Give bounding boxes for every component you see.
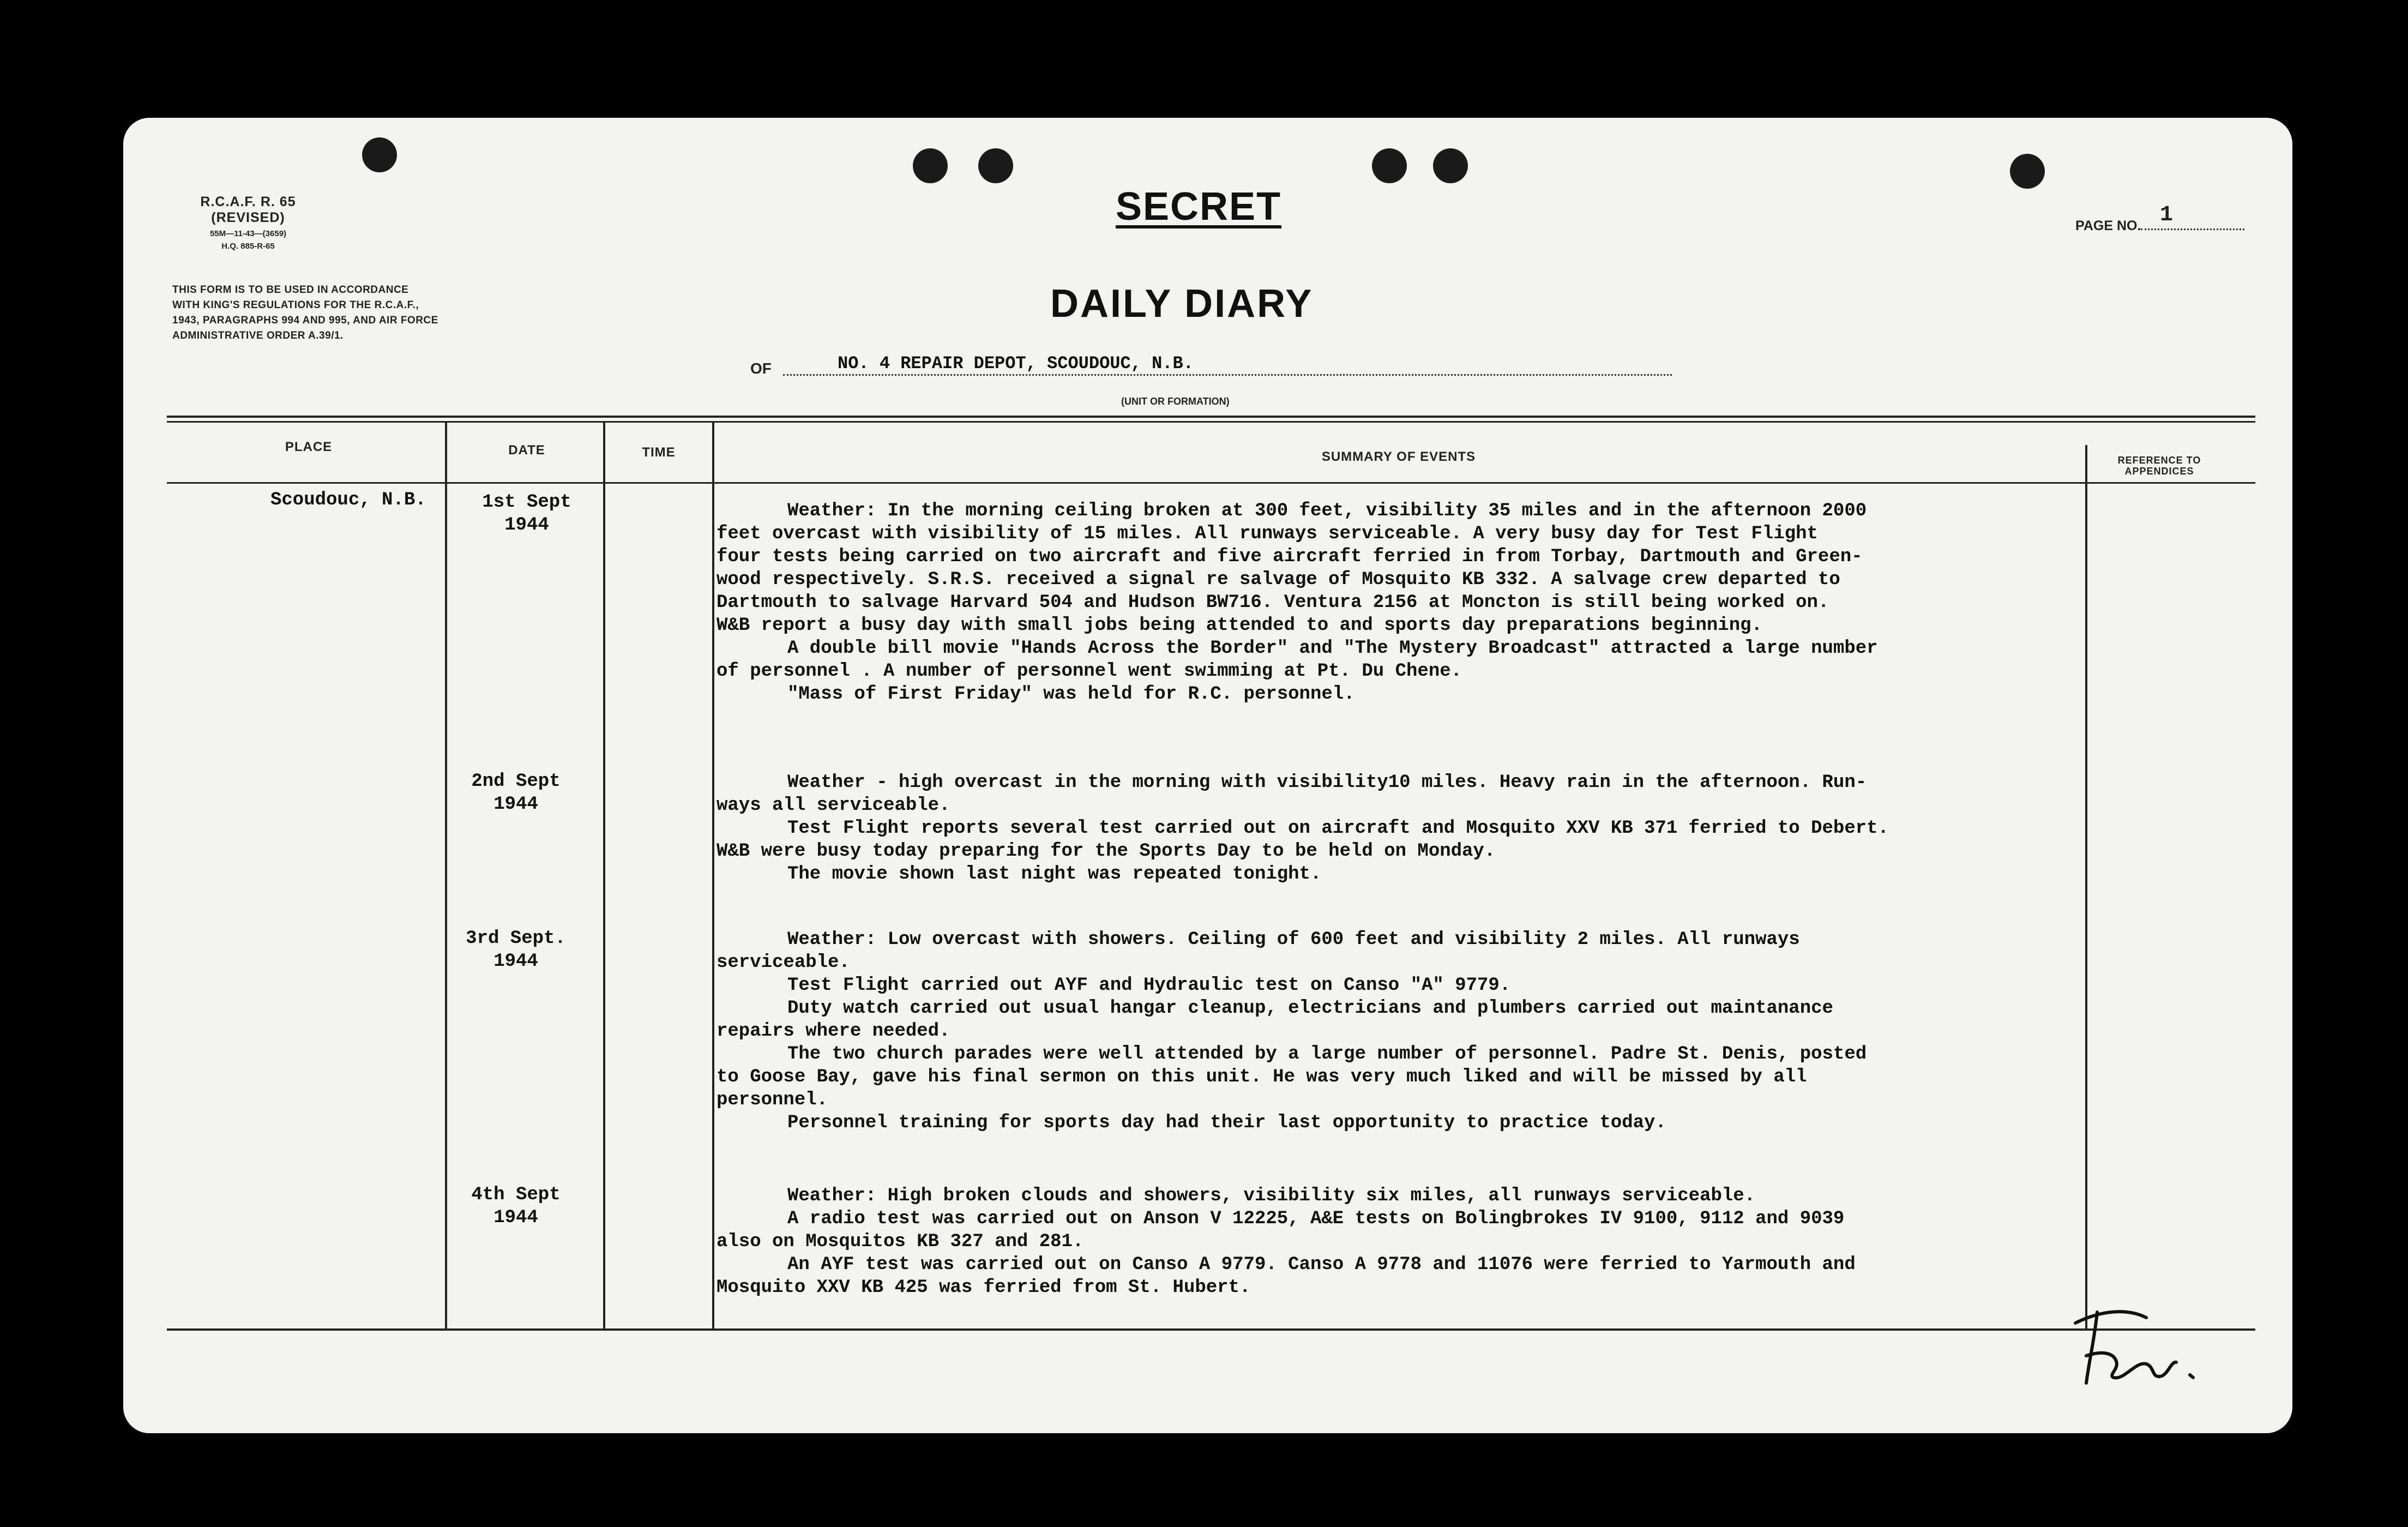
summary-entry: [717, 1185, 2227, 1326]
col-divider-date: [603, 421, 605, 1328]
entry-line: Test Flight carried out AYF and Hydraulic test on Canso "A" 9779.: [787, 975, 1511, 996]
entry-4: [717, 1185, 2227, 1299]
table-top-rule: [167, 416, 2255, 418]
entry-line: A double bill movie "Hands Across the Border" and "The Mystery Broadcast" attracted a large number: [787, 638, 1878, 659]
entry-3: [717, 928, 2227, 1134]
entry-line: W&B were busy today preparing for the Sports Day to be held on Monday.: [717, 841, 1496, 862]
entry-1: [717, 500, 2227, 706]
classification-label: SECRET: [1116, 185, 1282, 229]
entry-line: Weather: Low overcast with showers. Ceiling of 600 feet and visibility 2 miles. All runways: [787, 929, 1800, 950]
entry-line: Duty watch carried out usual hangar cleanup, electricians and plumbers carried out maintanance: [787, 998, 1833, 1019]
entry-line: Weather - high overcast in the morning with visibility10 miles. Heavy rain in the afternoon. Run-: [787, 772, 1867, 793]
unit-of-label: OF: [750, 360, 772, 377]
table-bottom-rule: [167, 1328, 2255, 1331]
entry-date: 1st Sept 1944: [482, 492, 571, 536]
form-ref-line3: H.Q. 885-R-65: [221, 242, 275, 251]
page-number-value: 1: [2160, 203, 2174, 227]
form-reference: [185, 194, 311, 251]
punch-hole: [978, 148, 1013, 183]
page-title: DAILY DIARY: [1050, 282, 1314, 326]
entry-line: "Mass of First Friday" was held for R.C. personnel.: [787, 684, 1355, 705]
entry-line: ways all serviceable.: [717, 795, 950, 816]
form-instructions: THIS FORM IS TO BE USED IN ACCORDANCE WITH KING'S REGULATIONS FOR THE R.C.A.F., 1943, PARAGRAPHS 994 AND 995, AND AIR FORCE ADMINISTRATIVE ORDER A.39/1.: [172, 284, 438, 341]
handwritten-signature: [2064, 1301, 2206, 1388]
entry-line: The movie shown last night was repeated tonight.: [787, 864, 1322, 885]
entry-line: A radio test was carried out on Anson V 12225, A&E tests on Bolingbrokes IV 9100, 9112 and 9039: [787, 1209, 1845, 1229]
entry-date: 4th Sept 1944: [471, 1185, 561, 1228]
form-ref-line2: 55M—11-43—(3659): [209, 229, 287, 238]
entry-line: also on Mosquitos KB 327 and 281.: [717, 1231, 1084, 1252]
page-number-field: [2075, 203, 2244, 234]
entry-2: [717, 771, 2227, 886]
summary-entry: [717, 928, 2227, 1162]
place-value: Scoudouc, N.B.: [270, 490, 426, 510]
entry-line: Weather: In the morning ceiling broken at 300 feet, visibility 35 miles and in the afternoon 2000: [787, 501, 1867, 521]
entry-line: An AYF test was carried out on Canso A 9779. Canso A 9778 and 11076 were ferried to Yarmouth and: [787, 1254, 1856, 1275]
entry-line: Mosquito XXV KB 425 was ferried from St. Hubert.: [717, 1277, 1251, 1298]
entry-line: personnel.: [717, 1090, 828, 1110]
entry-line: W&B report a busy day with small jobs being attended to and sports day preparations beginning.: [717, 615, 1762, 636]
form-ref-line1: R.C.A.F. R. 65 (REVISED): [200, 194, 296, 225]
entry-line: to Goose Bay, gave his final sermon on this unit. He was very much liked and will be missed by all: [717, 1067, 1807, 1087]
col-header-date: DATE: [508, 443, 545, 458]
entry-line: Dartmouth to salvage Harvard 504 and Hudson BW716. Ventura 2156 at Moncton is still being worked on.: [717, 592, 1829, 613]
col-header-time: TIME: [642, 445, 676, 460]
unit-value: NO. 4 REPAIR DEPOT, SCOUDOUC, N.B.: [838, 353, 1194, 374]
page-number-label: PAGE NO.: [2075, 218, 2141, 233]
page-number-line: [2141, 229, 2244, 230]
entry-line: four tests being carried on two aircraft and five aircraft ferried in from Torbay, Dartmouth and Green-: [717, 546, 1863, 567]
col-header-reference: REFERENCE TO APPENDICES: [2117, 455, 2201, 477]
table-top-rule-2: [167, 421, 2255, 423]
unit-line: [783, 374, 1672, 376]
entry-line: Personnel training for sports day had their last opportunity to practice today.: [787, 1113, 1666, 1133]
col-divider-time: [712, 421, 714, 1328]
punch-hole: [2010, 154, 2045, 189]
col-header-summary: SUMMARY OF EVENTS: [1321, 449, 1476, 464]
summary-entry: [717, 771, 2227, 913]
entry-date: 3rd Sept. 1944: [466, 928, 566, 972]
entry-line: of personnel . A number of personnel went swimming at Pt. Du Chene.: [717, 661, 1462, 682]
unit-caption: (UNIT OR FORMATION): [1121, 396, 1230, 407]
entry-line: serviceable.: [717, 952, 850, 973]
col-header-place: PLACE: [285, 440, 333, 454]
entry-date: 2nd Sept 1944: [471, 771, 561, 815]
punch-hole: [913, 148, 948, 183]
entry-line: Test Flight reports several test carried out on aircraft and Mosquito XXV KB 371 ferried to Debert.: [787, 818, 1889, 839]
entry-line: The two church parades were well attended by a large number of personnel. Padre St. Denis, posted: [787, 1044, 1867, 1065]
entry-line: repairs where needed.: [717, 1021, 950, 1042]
punch-hole: [1372, 148, 1407, 183]
punch-hole: [362, 137, 397, 172]
entry-line: wood respectively. S.R.S. received a signal re salvage of Mosquito KB 332. A salvage crew departed to: [717, 569, 1840, 590]
entry-line: feet overcast with visibility of 15 miles. All runways serviceable. A very busy day for Test Flight: [717, 524, 1818, 544]
header-bottom-rule: [167, 482, 2255, 484]
entry-line: Weather: High broken clouds and showers, visibility six miles, all runways serviceable.: [787, 1186, 1756, 1206]
punch-hole: [1433, 148, 1468, 183]
summary-entry: [717, 500, 2227, 733]
diary-page: [123, 118, 2292, 1433]
